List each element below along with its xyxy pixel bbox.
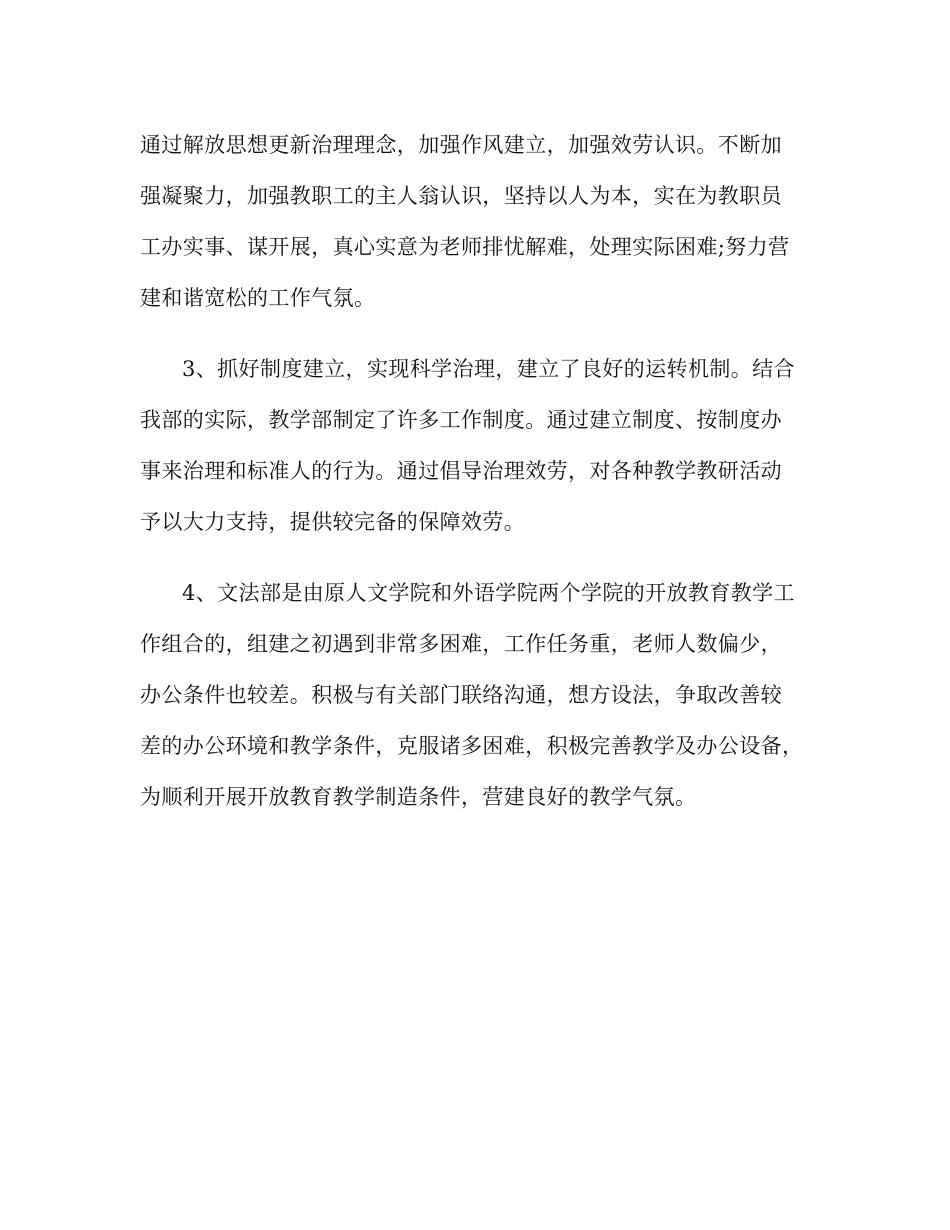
paragraph-1 bbox=[140, 120, 805, 324]
text-line: 事来治理和标准人的行为。通过倡导治理效劳，对各种教学教研活动 bbox=[140, 459, 782, 483]
text-line: 差的办公环境和教学条件，克服诸多困难，积极完善教学及办公设备， bbox=[140, 734, 804, 758]
text-line: 予以大力支持，提供较完备的保障效劳。 bbox=[140, 510, 526, 534]
paragraph-3 bbox=[140, 568, 805, 823]
paragraph-2 bbox=[140, 344, 805, 548]
text-line: 强凝聚力，加强教职工的主人翁认识，坚持以人为本，实在为教职员 bbox=[140, 184, 782, 208]
text-line: 3、抓好制度建立，实现科学治理，建立了良好的运转机制。结合 bbox=[182, 357, 795, 381]
document-body bbox=[140, 120, 805, 823]
text-line: 建和谐宽松的工作气氛。 bbox=[140, 286, 376, 310]
text-line: 工办实事、谋开展，真心实意为老师排忧解难，处理实际困难;努力营 bbox=[140, 235, 790, 259]
text-line: 4、文法部是由原人文学院和外语学院两个学院的开放教育教学工 bbox=[182, 581, 795, 605]
text-line: 我部的实际，教学部制定了许多工作制度。通过建立制度、按制度办 bbox=[140, 408, 782, 432]
text-line: 办公条件也较差。积极与有关部门联络沟通，想方设法，争取改善较 bbox=[140, 683, 782, 707]
text-line: 作组合的，组建之初遇到非常多困难，工作任务重，老师人数偏少， bbox=[140, 632, 782, 656]
paragraph-spacer bbox=[140, 324, 805, 344]
paragraph-spacer bbox=[140, 548, 805, 568]
text-line: 为顺利开展开放教育教学制造条件，营建良好的教学气氛。 bbox=[140, 785, 697, 809]
text-line: 通过解放思想更新治理理念，加强作风建立，加强效劳认识。不断加 bbox=[140, 133, 782, 157]
